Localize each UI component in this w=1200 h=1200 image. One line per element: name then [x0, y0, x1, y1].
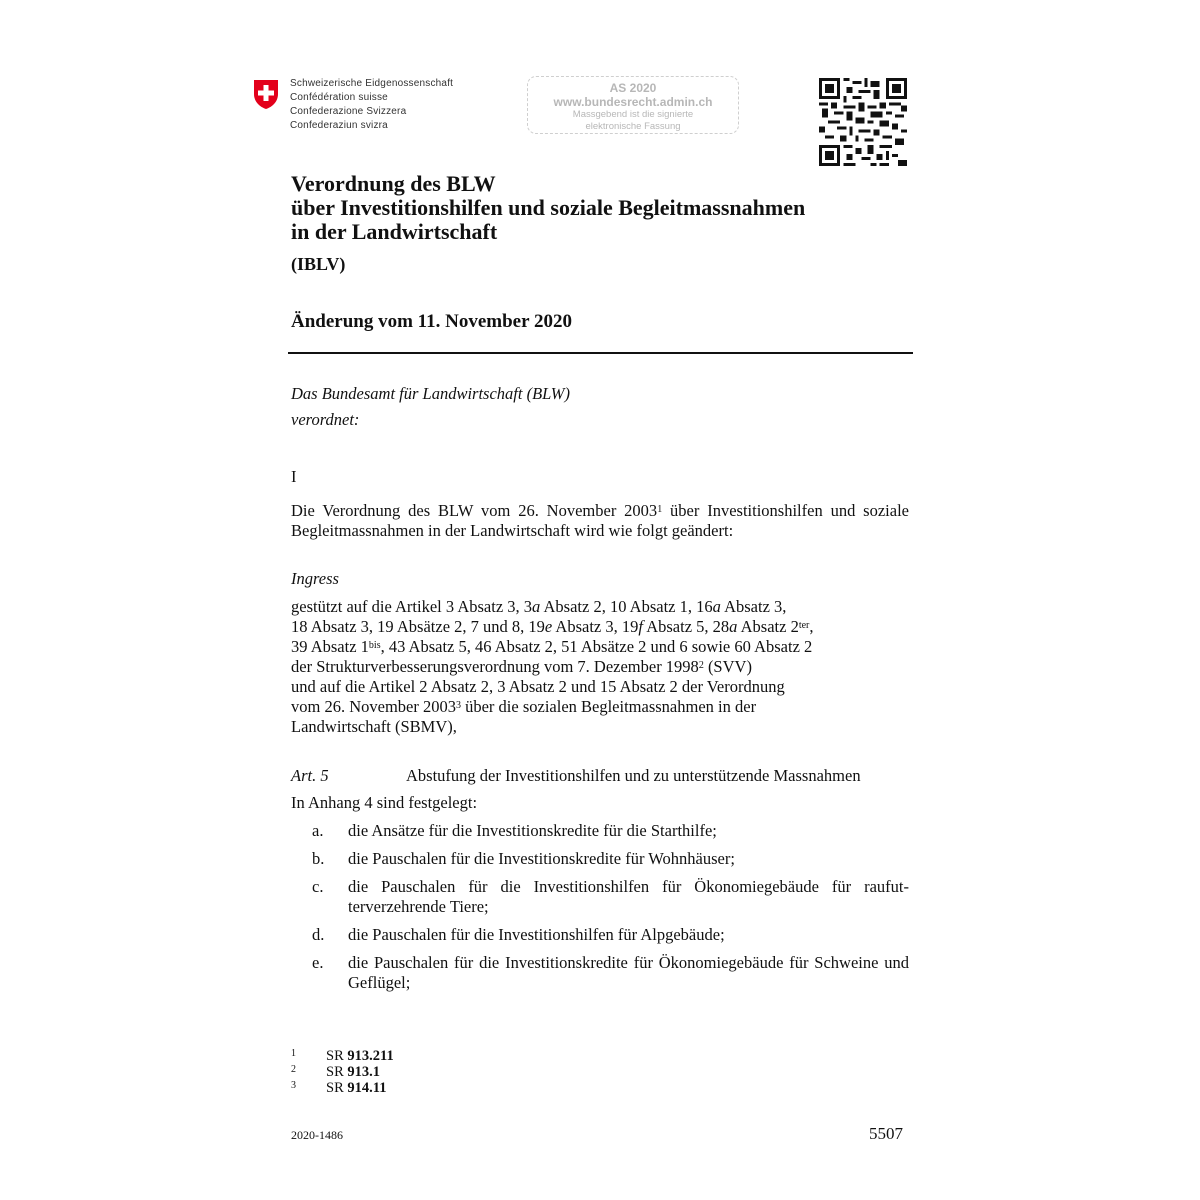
list-item-mark: a. [312, 821, 324, 840]
section-number: I [291, 467, 297, 486]
list-item-text: die Pauschalen für die Investitionshilfen für Ökonomiegebäude für raufut-terverzehrende Tiere; [348, 877, 909, 916]
footnote-ref-3: 3 [455, 700, 461, 711]
list-item-text: die Pauschalen für die Investitionskredite für Wohnhäuser; [348, 849, 735, 868]
article-list [291, 821, 909, 1001]
article-lead: In Anhang 4 sind festgelegt: [291, 793, 478, 812]
ingress-line-6: vom 26. November 2003$^3$ über die sozialen Begleitmassnahmen in der [291, 697, 757, 716]
list-item-text: die Pauschalen für die Investitionskredite für Ökonomiegebäude für Schweine und Geflügel; [348, 953, 909, 992]
list-item-text: die Pauschalen für die Investitionshilfen für Alpgebäude; [348, 925, 725, 944]
list-item-mark: b. [312, 849, 325, 868]
list-item [291, 953, 909, 993]
list-item [291, 925, 909, 945]
title-divider [288, 352, 913, 354]
footnote-number: 2 [291, 1064, 296, 1075]
footnote-text: SR 913.1 [326, 1064, 380, 1080]
ordinance-title [291, 172, 805, 244]
swiss-cross-shield-icon [252, 78, 280, 110]
intro-text-1: Die Verordnung des BLW vom 26. November 2003 [291, 501, 658, 520]
footnote-text: SR 913.211 [326, 1048, 394, 1064]
article-title: Abstufung der Investitionshilfen und zu unterstützende Massnahmen [406, 766, 861, 785]
stamp-collection: AS 2020 [609, 81, 657, 95]
confederation-name-it: Confederazione Svizzera [290, 106, 407, 117]
page-number: 5507 [869, 1124, 903, 1143]
confederation-name-fr: Confédération suisse [290, 92, 388, 103]
ingress-line-4: der Strukturverbesserungsverordnung vom 7. Dezember 1998$^2$ (SVV) [291, 657, 752, 676]
confederation-name-de: Schweizerische Eidgenossenschaft [290, 78, 454, 89]
stamp-note-2: elektronische Fassung [585, 121, 681, 132]
authority-name: Das Bundesamt für Landwirtschaft (BLW) [291, 384, 570, 403]
authority-verb: verordnet: [291, 410, 360, 429]
ingress-line-2: 18 Absatz 3, 19 Absätze 2, 7 und 8, 19e Absatz 3, 19f Absatz 5, 28a Absatz $2^{ter}$, [291, 617, 814, 636]
ordinance-abbreviation: (IBLV) [291, 254, 346, 274]
stamp-note-1: Massgebend ist die signierte [572, 109, 694, 120]
title-line-1: Verordnung des BLW [291, 171, 496, 196]
title-line-2: über Investitionshilfen und soziale Begleitmassnahmen [291, 195, 806, 220]
title-line-3: in der Landwirtschaft [291, 219, 498, 244]
list-item [291, 821, 909, 841]
footnote-ref-1: 1 [657, 504, 663, 515]
ingress-heading: Ingress [291, 569, 339, 588]
ingress-line-5: und auf die Artikel 2 Absatz 2, 3 Absatz 2 und 15 Absatz 2 der Verordnung [291, 677, 785, 696]
document-number: 2020-1486 [291, 1128, 343, 1142]
footnote-ref-2: 2 [698, 660, 704, 671]
footnote-number: 1 [291, 1048, 296, 1059]
footnote-text: SR 914.11 [326, 1080, 387, 1096]
amendment-intro [291, 501, 909, 541]
confederation-names [290, 77, 453, 133]
ingress-text [291, 597, 911, 737]
qr-code-icon [819, 78, 907, 166]
list-item-mark: e. [312, 953, 324, 972]
amendment-date: Änderung vom 11. November 2020 [291, 311, 572, 332]
intro-text-2: über Investitionshilfen und soziale Begleitmassnahmen in der Landwirtschaft wird wie folgt geändert: [291, 501, 909, 540]
issuing-authority [291, 384, 570, 430]
article-number: Art. 5 [291, 766, 329, 785]
footnote-number: 3 [291, 1080, 296, 1091]
confederation-name-rm: Confederaziun svizra [290, 120, 388, 131]
ingress-line-7: Landwirtschaft (SBMV), [291, 717, 457, 736]
list-item [291, 849, 909, 869]
official-publication-stamp [527, 76, 739, 134]
list-item-text: die Ansätze für die Investitionskredite für die Starthilfe; [348, 821, 717, 840]
list-item [291, 877, 909, 917]
ingress-line-1: gestützt auf die Artikel 3 Absatz 3, 3a Absatz 2, 10 Absatz 1, 16a Absatz 3, [291, 597, 787, 616]
stamp-url: www.bundesrecht.admin.ch [553, 95, 713, 109]
list-item-mark: c. [312, 877, 324, 896]
list-item-mark: d. [312, 925, 325, 944]
ingress-line-3: 39 Absatz $1^{bis}$, 43 Absatz 5, 46 Absatz 2, 51 Absätze 2 und 6 sowie 60 Absatz 2 [291, 637, 813, 656]
